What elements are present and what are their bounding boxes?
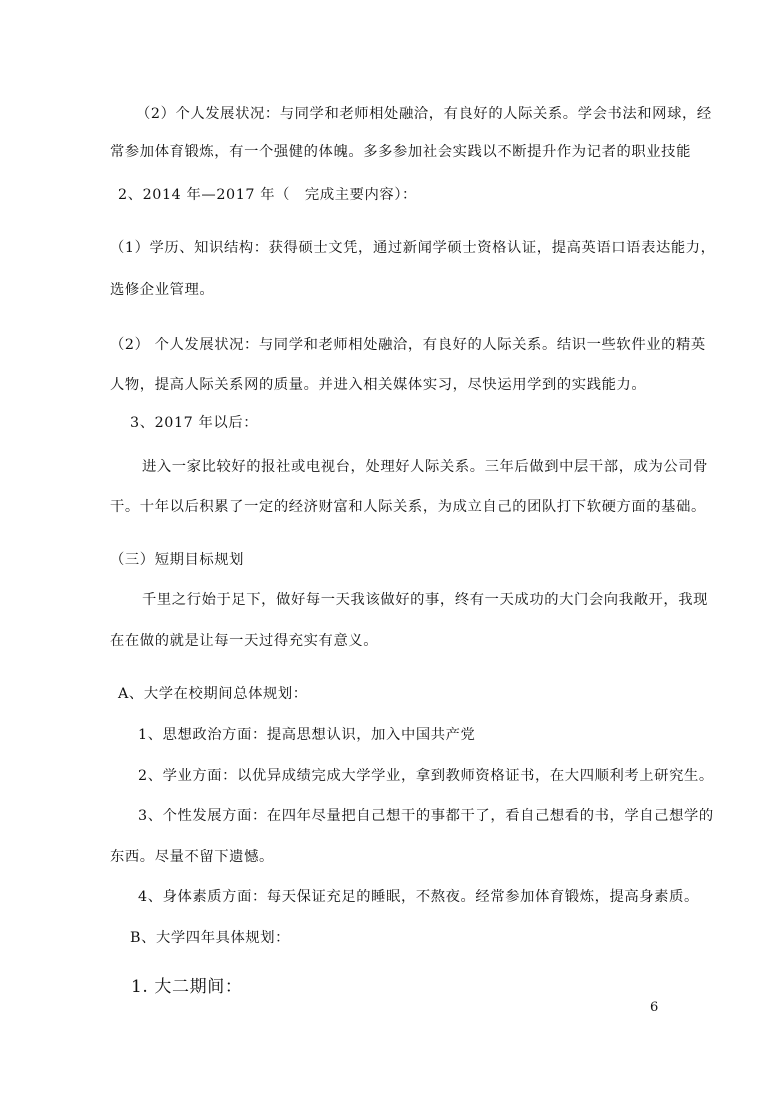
text-line: 东西。尽量不留下遗憾。: [110, 849, 274, 865]
text-line: 2、2014 年—2017 年（ 完成主要内容）：: [118, 187, 417, 203]
text-line: 3、2017 年以后：: [130, 415, 259, 431]
text-line: 进入一家比较好的报社或电视台，处理好人际关系。三年后做到中层干部，成为公司骨: [142, 459, 709, 475]
text-line: 在在做的就是让每一天过得充实有意义。: [110, 633, 379, 649]
section-heading: （三）短期目标规划: [110, 552, 245, 568]
text-line: （2）个人发展状况：与同学和老师相处融洽，有良好的人际关系。学会书法和网球，经: [136, 106, 712, 122]
text-line: 千里之行始于足下，做好每一天我该做好的事，终有一天成功的大门会向我敞开，我现: [142, 592, 709, 608]
text-line: 选修企业管理。: [110, 282, 215, 298]
text-line: 常参加体育锻炼，有一个强健的体魄。多多参加社会实践以不断提升作为记者的职业技能: [110, 144, 691, 160]
subheading: 1. 大二期间：: [131, 977, 243, 997]
text-line: A、大学在校期间总体规划：: [118, 686, 308, 702]
text-line: （2） 个人发展状况：与同学和老师相处融洽，有良好的人际关系。结识一些软件业的精英: [110, 337, 706, 353]
text-line: 人物，提高人际关系网的质量。并进入相关媒体实习，尽快运用学到的实践能力。: [110, 377, 647, 393]
list-item: 3、个性发展方面：在四年尽量把自己想干的事都干了，看自己想看的书，学自己想学的: [138, 808, 714, 824]
text-line: 干。十年以后积累了一定的经济财富和人际关系，为成立自己的团队打下软硬方面的基础。: [110, 499, 706, 515]
text-line: （1）学历、知识结构：获得硕士文凭，通过新闻学硕士资格认证，提高英语口语表达能力，: [110, 240, 716, 256]
list-item: 1、思想政治方面：提高思想认识，加入中国共产党: [138, 727, 476, 743]
list-item: 2、学业方面：以优异成绩完成大学学业，拿到教师资格证书，在大四顺利考上研究生。: [138, 768, 714, 784]
list-item: 4、身体素质方面：每天保证充足的睡眠，不熬夜。经常参加体育锻炼，提高身素质。: [138, 889, 699, 905]
text-line: B、大学四年具体规划：: [130, 930, 291, 946]
page-number: 6: [650, 1000, 659, 1015]
